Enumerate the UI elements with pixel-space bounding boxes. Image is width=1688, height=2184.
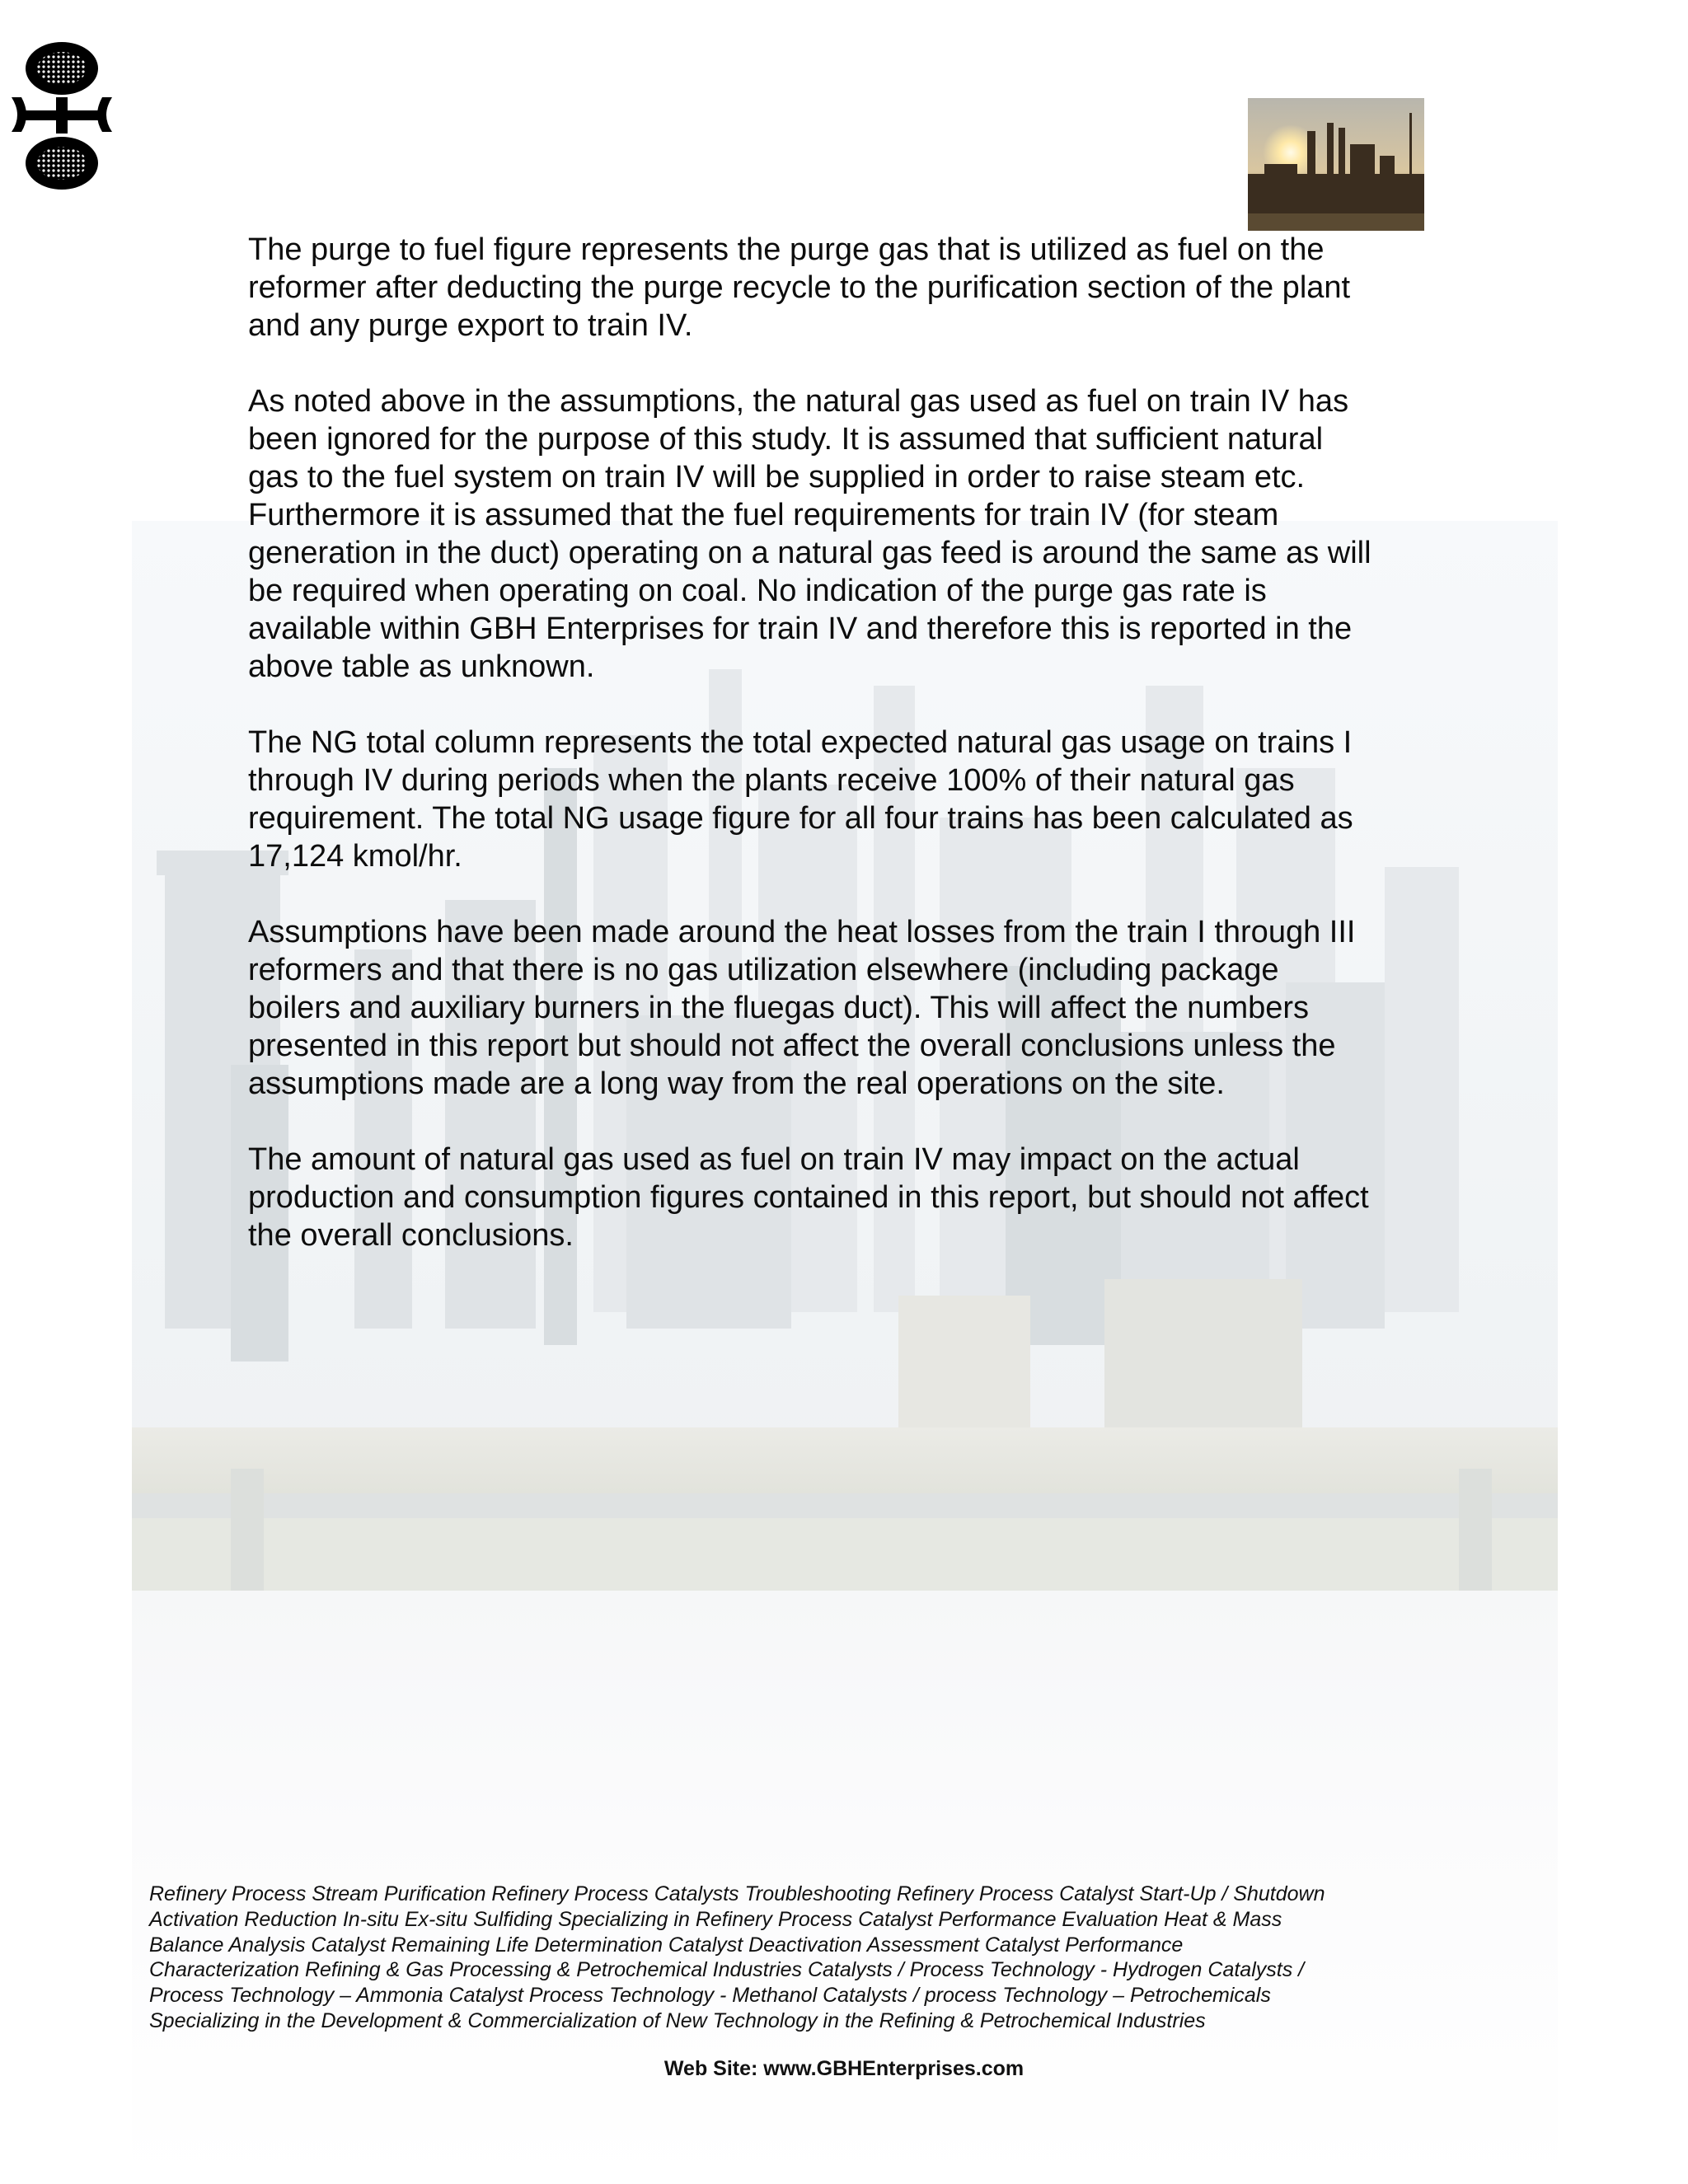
paragraph-heat-losses: Assumptions have been made around the heat losses from the train I through III reformers and that there is no gas utilization elsewhere (including package boilers and auxiliary burners in the fluegas duct). This will affect the numbers presented in this report but should not affect the overall conclusions unless the assumptions made are a long way from the real operations on the site.	[248, 915, 1356, 1101]
refinery-sunset-photo	[1248, 98, 1424, 231]
gbh-logo-icon	[7, 40, 117, 193]
footer-website: Web Site: www.GBHEnterprises.com	[663, 2057, 1025, 2080]
paragraph-purge-to-fuel: The purge to fuel figure represents the purge gas that is utilized as fuel on the reformer after deducting the purge recycle to the purification section of the plant and any purge export to train IV.	[248, 232, 1351, 343]
footer-keywords: Refinery Process Stream Purification Refinery Process Catalysts Troubleshooting Refinery Process Catalyst Start-Up / Shutdown Activation Reduction In-situ Ex-situ Sulfiding Specializing in Refinery Process Catalyst Performance Evaluation Heat & Mass Balance Analysis Catalyst Remaining Life Determination Catalyst Deactivation Assessment Catalyst Performance Characterization Refining & Gas Processing & Petrochemical Industries Catalysts / Process Technology - Hydrogen Catalysts / Process Technology – Ammonia Catalyst Process Technology - Methanol Catalysts / process Technology – Petrochemicals Specializing in the Development & Commercialization of New Technology in the Refining & Petrochemical Industries	[149, 1882, 1325, 2032]
paragraph-ng-total: The NG total column represents the total expected natural gas usage on trains I through IV during periods when the plants receive 100% of their natural gas requirement. The total NG usage figure for all four trains has been calculated as 17,124 kmol/hr.	[248, 725, 1353, 874]
body-text	[248, 231, 1451, 1292]
paragraph-assumptions: As noted above in the assumptions, the natural gas used as fuel on train IV has been ignored for the purpose of this study. It is assumed that sufficient natural gas to the fuel system on train IV will be supplied in order to raise steam etc. Furthermore it is assumed that the fuel requirements for train IV (for steam generation in the duct) operating on a natural gas feed is around the same as will be required when operating on coal. No indication of the purge gas rate is available within GBH Enterprises for train IV and therefore this is reported in the above table as unknown.	[248, 384, 1372, 684]
paragraph-train-iv-fuel: The amount of natural gas used as fuel on train IV may impact on the actual production and consumption figures contained in this report, but should not affect the overall conclusions.	[248, 1142, 1369, 1253]
